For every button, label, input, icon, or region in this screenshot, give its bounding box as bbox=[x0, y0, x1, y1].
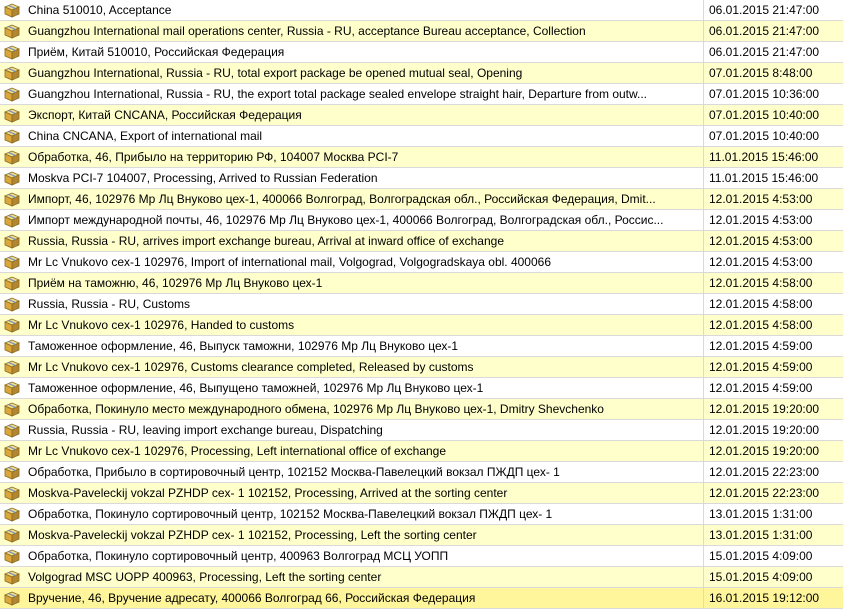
package-icon bbox=[4, 129, 20, 144]
column-divider bbox=[703, 168, 704, 188]
column-divider bbox=[703, 189, 704, 209]
event-description: Moskva PCI-7 104007, Processing, Arrived to Russian Federation bbox=[28, 171, 378, 185]
package-icon bbox=[4, 24, 20, 39]
event-description: Moskva-Paveleckij vokzal PZHDP cex- 1 102152, Processing, Left the sorting center bbox=[28, 528, 477, 542]
tracking-row[interactable] bbox=[0, 441, 843, 462]
event-datetime: 12.01.2015 4:53:00 bbox=[709, 213, 813, 227]
column-divider bbox=[703, 147, 704, 167]
column-divider bbox=[703, 252, 704, 272]
event-description: Импорт международной почты, 46, 102976 Мр Лц Внуково цех-1, 400066 Волгоград, Волгоградская обл., Россиc... bbox=[28, 213, 664, 227]
event-datetime: 11.01.2015 15:46:00 bbox=[709, 171, 819, 185]
tracking-row[interactable] bbox=[0, 399, 843, 420]
event-datetime: 12.01.2015 19:20:00 bbox=[709, 423, 820, 437]
column-divider bbox=[703, 273, 704, 293]
package-icon bbox=[4, 339, 20, 354]
tracking-row[interactable] bbox=[0, 567, 843, 588]
package-icon bbox=[4, 255, 20, 270]
event-description: Обработка, Прибыло в сортировочный центр, 102152 Москва-Павелецкий вокзал ПЖДП цех- 1 bbox=[28, 465, 560, 479]
tracking-row[interactable] bbox=[0, 147, 843, 168]
tracking-row[interactable] bbox=[0, 168, 843, 189]
event-description: Volgograd MSC UOPP 400963, Processing, Left the sorting center bbox=[28, 570, 382, 584]
tracking-row[interactable] bbox=[0, 0, 843, 21]
package-icon bbox=[4, 213, 20, 228]
tracking-row[interactable] bbox=[0, 84, 843, 105]
column-divider bbox=[703, 315, 704, 335]
tracking-row[interactable] bbox=[0, 357, 843, 378]
tracking-row[interactable] bbox=[0, 105, 843, 126]
package-icon bbox=[4, 87, 20, 102]
tracking-row[interactable] bbox=[0, 63, 843, 84]
event-description: China CNCANA, Export of international mail bbox=[28, 129, 263, 143]
tracking-row[interactable] bbox=[0, 294, 843, 315]
event-datetime: 12.01.2015 22:23:00 bbox=[709, 465, 820, 479]
tracking-row[interactable] bbox=[0, 525, 843, 546]
tracking-row[interactable] bbox=[0, 315, 843, 336]
event-datetime: 06.01.2015 21:47:00 bbox=[709, 24, 820, 38]
column-divider bbox=[703, 105, 704, 125]
package-icon bbox=[4, 192, 20, 207]
package-icon bbox=[4, 234, 20, 249]
column-divider bbox=[703, 525, 704, 545]
event-description: Guangzhou International, Russia - RU, the export total package sealed envelope straight hair, Departure from outw... bbox=[28, 87, 648, 101]
event-datetime: 11.01.2015 15:46:00 bbox=[709, 150, 819, 164]
event-datetime: 12.01.2015 4:58:00 bbox=[709, 318, 813, 332]
event-datetime: 15.01.2015 4:09:00 bbox=[709, 549, 813, 563]
event-datetime: 07.01.2015 8:48:00 bbox=[709, 66, 813, 80]
column-divider bbox=[703, 357, 704, 377]
package-icon bbox=[4, 318, 20, 333]
event-datetime: 07.01.2015 10:40:00 bbox=[709, 108, 820, 122]
column-divider bbox=[703, 462, 704, 482]
event-description: Обработка, 46, Прибыло на территорию РФ, 104007 Москва PCI-7 bbox=[28, 150, 399, 164]
tracking-row[interactable] bbox=[0, 126, 843, 147]
event-description: Russia, Russia - RU, leaving import exchange bureau, Dispatching bbox=[28, 423, 383, 437]
tracking-row[interactable] bbox=[0, 210, 843, 231]
tracking-row[interactable] bbox=[0, 504, 843, 525]
event-datetime: 12.01.2015 4:53:00 bbox=[709, 255, 813, 269]
column-divider bbox=[703, 567, 704, 587]
event-datetime: 15.01.2015 4:09:00 bbox=[709, 570, 813, 584]
package-icon bbox=[4, 570, 20, 585]
event-datetime: 07.01.2015 10:36:00 bbox=[709, 87, 820, 101]
event-datetime: 06.01.2015 21:47:00 bbox=[709, 45, 820, 59]
package-icon bbox=[4, 297, 20, 312]
tracking-row[interactable] bbox=[0, 420, 843, 441]
column-divider bbox=[703, 84, 704, 104]
event-description: Обработка, Покинуло место международного обмена, 102976 Мр Лц Внуково цех-1, Dmitry Shevchenko bbox=[28, 402, 604, 416]
column-divider bbox=[703, 63, 704, 83]
event-description: Приём, Китай 510010, Российская Федерация bbox=[28, 45, 285, 59]
column-divider bbox=[703, 0, 704, 20]
tracking-row[interactable] bbox=[0, 42, 843, 63]
event-description: Экспорт, Китай CNCANA, Российская Федерация bbox=[28, 108, 302, 122]
package-icon bbox=[4, 486, 20, 501]
package-icon bbox=[4, 150, 20, 165]
event-description: Таможенное оформление, 46, Выпущено таможней, 102976 Мр Лц Внуково цех-1 bbox=[28, 381, 484, 395]
event-datetime: 07.01.2015 10:40:00 bbox=[709, 129, 820, 143]
package-icon bbox=[4, 507, 20, 522]
column-divider bbox=[703, 399, 704, 419]
column-divider bbox=[703, 336, 704, 356]
package-icon bbox=[4, 444, 20, 459]
event-description: Mr Lc Vnukovo cex-1 102976, Customs clearance completed, Released by customs bbox=[28, 360, 474, 374]
column-divider bbox=[703, 210, 704, 230]
event-description: Guangzhou International, Russia - RU, total export package be opened mutual seal, Opening bbox=[28, 66, 523, 80]
event-datetime: 12.01.2015 4:59:00 bbox=[709, 360, 813, 374]
event-description: Russia, Russia - RU, arrives import exchange bureau, Arrival at inward office of exchange bbox=[28, 234, 504, 248]
package-icon bbox=[4, 549, 20, 564]
column-divider bbox=[703, 42, 704, 62]
package-icon bbox=[4, 45, 20, 60]
package-icon bbox=[4, 3, 20, 18]
column-divider bbox=[703, 483, 704, 503]
package-icon bbox=[4, 591, 20, 606]
event-datetime: 13.01.2015 1:31:00 bbox=[709, 507, 813, 521]
tracking-row[interactable] bbox=[0, 546, 843, 567]
event-datetime: 12.01.2015 4:58:00 bbox=[709, 276, 813, 290]
event-datetime: 13.01.2015 1:31:00 bbox=[709, 528, 813, 542]
tracking-row[interactable] bbox=[0, 21, 843, 42]
event-datetime: 12.01.2015 4:59:00 bbox=[709, 339, 813, 353]
package-icon bbox=[4, 423, 20, 438]
event-datetime: 12.01.2015 4:53:00 bbox=[709, 192, 813, 206]
package-icon bbox=[4, 465, 20, 480]
tracking-row[interactable] bbox=[0, 252, 843, 273]
package-icon bbox=[4, 360, 20, 375]
package-icon bbox=[4, 276, 20, 291]
package-icon bbox=[4, 66, 20, 81]
column-divider bbox=[703, 126, 704, 146]
event-description: Mr Lc Vnukovo cex-1 102976, Handed to customs bbox=[28, 318, 295, 332]
event-description: Guangzhou International mail operations center, Russia - RU, acceptance Bureau acceptance, Collection bbox=[28, 24, 586, 38]
package-icon bbox=[4, 402, 20, 417]
tracking-row[interactable] bbox=[0, 483, 843, 504]
tracking-row[interactable] bbox=[0, 378, 843, 399]
column-divider bbox=[703, 441, 704, 461]
tracking-row[interactable] bbox=[0, 462, 843, 483]
column-divider bbox=[703, 420, 704, 440]
package-icon bbox=[4, 108, 20, 123]
column-divider bbox=[703, 378, 704, 398]
event-datetime: 12.01.2015 19:20:00 bbox=[709, 444, 820, 458]
event-description: China 510010, Acceptance bbox=[28, 3, 172, 17]
event-description: Импорт, 46, 102976 Мр Лц Внуково цех-1, 400066 Волгоград, Волгоградская обл., Российская Федерация, Dmit... bbox=[28, 192, 656, 206]
event-description: Mr Lc Vnukovo cex-1 102976, Processing, Left international office of exchange bbox=[28, 444, 447, 458]
tracking-row[interactable] bbox=[0, 189, 843, 210]
event-datetime: 16.01.2015 19:12:00 bbox=[709, 591, 820, 605]
column-divider bbox=[703, 546, 704, 566]
event-datetime: 12.01.2015 22:23:00 bbox=[709, 486, 820, 500]
package-icon bbox=[4, 381, 20, 396]
column-divider bbox=[703, 504, 704, 524]
tracking-row[interactable] bbox=[0, 273, 843, 294]
tracking-row[interactable] bbox=[0, 231, 843, 252]
event-description: Обработка, Покинуло сортировочный центр, 102152 Москва-Павелецкий вокзал ПЖДП цех- 1 bbox=[28, 507, 553, 521]
column-divider bbox=[703, 588, 704, 608]
package-icon bbox=[4, 528, 20, 543]
tracking-row[interactable] bbox=[0, 588, 843, 609]
event-description: Обработка, Покинуло сортировочный центр, 400963 Волгоград МСЦ УОПП bbox=[28, 549, 449, 563]
column-divider bbox=[703, 294, 704, 314]
event-datetime: 12.01.2015 19:20:00 bbox=[709, 402, 820, 416]
event-description: Вручение, 46, Вручение адресату, 400066 Волгоград 66, Российская Федерация bbox=[28, 591, 476, 605]
event-description: Moskva-Paveleckij vokzal PZHDP cex- 1 102152, Processing, Arrived at the sorting center bbox=[28, 486, 508, 500]
event-description: Russia, Russia - RU, Customs bbox=[28, 297, 191, 311]
tracking-row[interactable] bbox=[0, 336, 843, 357]
event-datetime: 12.01.2015 4:58:00 bbox=[709, 297, 813, 311]
column-divider bbox=[703, 21, 704, 41]
event-datetime: 06.01.2015 21:47:00 bbox=[709, 3, 820, 17]
column-divider bbox=[703, 231, 704, 251]
package-icon bbox=[4, 171, 20, 186]
event-description: Приём на таможню, 46, 102976 Мр Лц Внуково цех-1 bbox=[28, 276, 323, 290]
event-description: Mr Lc Vnukovo cex-1 102976, Import of international mail, Volgograd, Volgogradskaya obl. 400066 bbox=[28, 255, 551, 269]
event-datetime: 12.01.2015 4:53:00 bbox=[709, 234, 813, 248]
event-description: Таможенное оформление, 46, Выпуск таможни, 102976 Мр Лц Внуково цех-1 bbox=[28, 339, 459, 353]
event-datetime: 12.01.2015 4:59:00 bbox=[709, 381, 813, 395]
